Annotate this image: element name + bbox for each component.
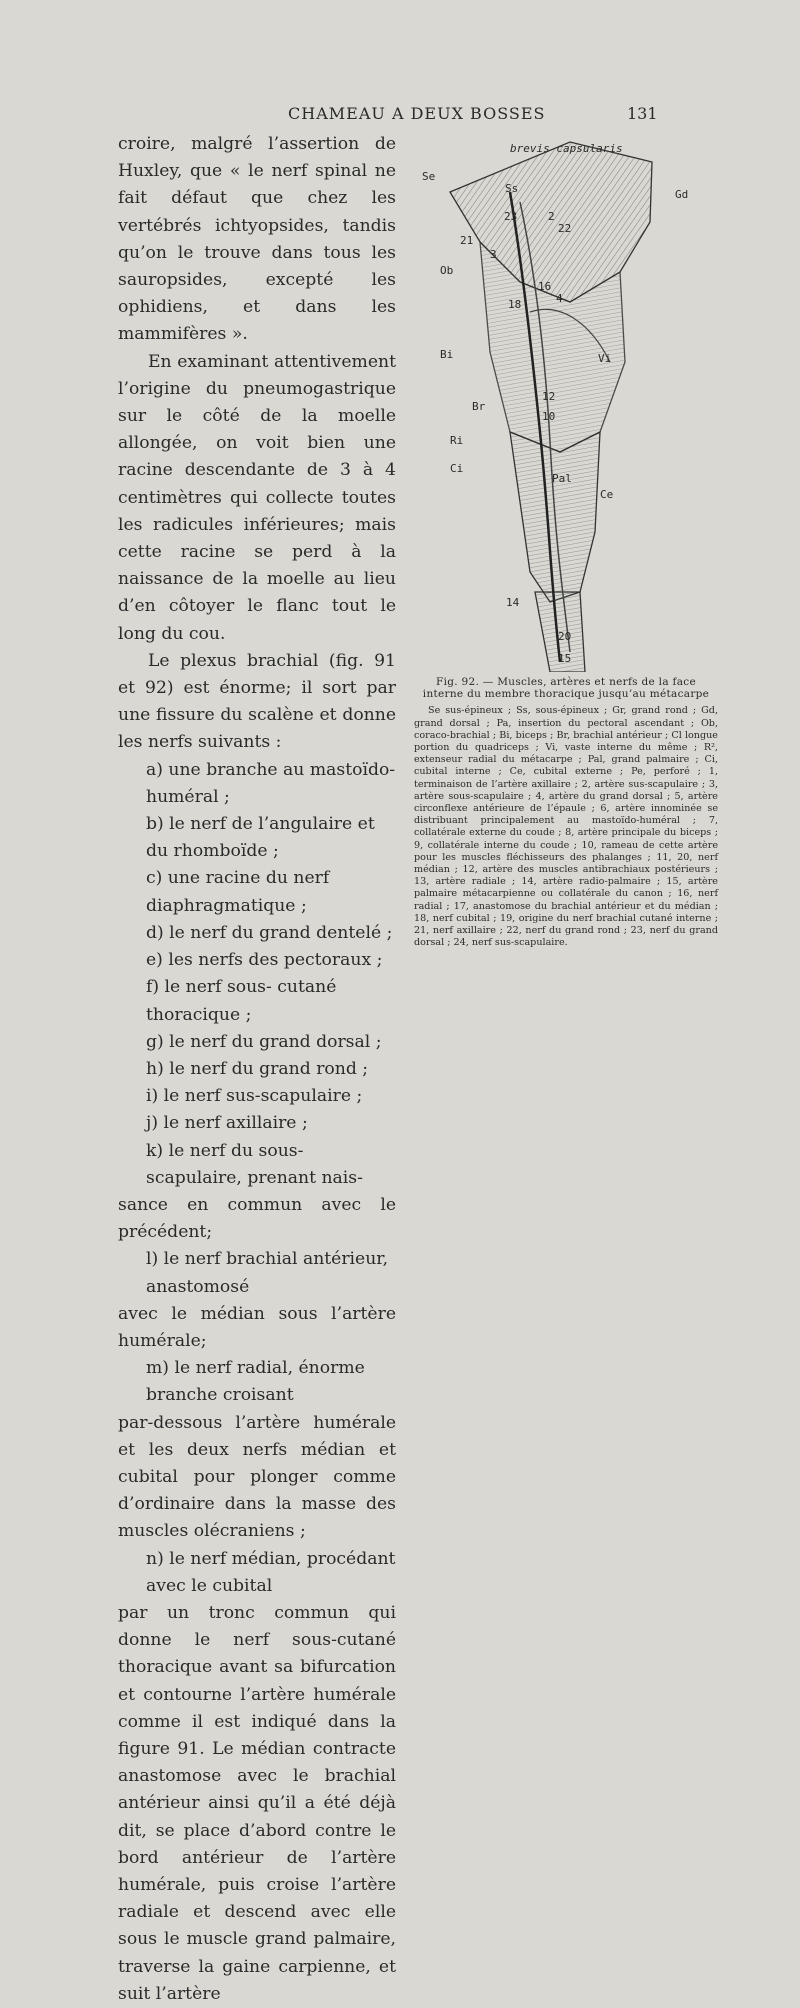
running-head-title: CHAMEAU A DEUX BOSSES: [288, 104, 546, 123]
list-item-l: l) le nerf brachial antérieur, anastomosé: [146, 1249, 389, 1297]
list-item-n-cont: par un tronc commun qui donne le nerf sous-cutané thoracique avant sa bifurcation et contourne l’artère humérale comme il est indiqué dans la figure 91. Le médian contracte anastomose avec le brachial antérieur ainsi qu’il a été déjà dit, se place d’abord contre le bord antérieur de l’artère humérale, puis croise l’artère radiale et descend avec elle sous le muscle grand palmaire, traverse la gaine carpienne, et suit l’artère: [118, 1602, 396, 2004]
label-se: Se: [422, 170, 436, 183]
figure-caption: [414, 676, 718, 949]
label-ss: Ss: [505, 182, 519, 195]
label-bi: Bi: [440, 348, 454, 361]
list-item-m-cont: par-dessous l’artère humérale et les deux nerfs médian et cubital pour plonger comme d’ordinaire dans la masse des muscles olécraniens ;: [118, 1412, 396, 1542]
list-item-f: f) le nerf sous- cutané thoracique ;: [146, 977, 337, 1025]
paragraph-1: croire, malgré l’assertion de Huxley, que « le nerf spinal ne fait défaut que chez les vertébrés ichtyopsides, tandis qu’on le trouve dans tous les sauropsides, excepté les ophidiens, et dans les mammifères ».: [118, 134, 396, 345]
paragraph-2: En examinant attentivement l’origine du pneumogastrique sur le côté de la moelle allongée, on voit bien une racine descendante de 3 à 4 centimètres qui collecte toutes les radicules inférieures; mais cette racine se perd à la naissance de la moelle au lieu d’en côtoyer le flanc tout le long du cou.: [118, 351, 396, 644]
label-ri: Ri: [450, 434, 464, 447]
label-16: 16: [538, 280, 552, 293]
label-4: 4: [556, 292, 563, 305]
list-item-e: e) les nerfs des pectoraux ;: [146, 950, 383, 971]
list-item-c: c) une racine du nerf diaphragmatique ;: [146, 868, 330, 916]
label-ci: Ci: [450, 462, 464, 475]
label-18: 18: [508, 298, 522, 311]
label-3: 3: [490, 248, 497, 261]
list-item-l-cont: avec le médian sous l’artère humérale;: [118, 1303, 396, 1351]
list-item-k: k) le nerf du sous-scapulaire, prenant nais-: [146, 1140, 363, 1188]
label-ce: Ce: [600, 488, 614, 501]
body-text: [118, 131, 396, 2008]
paragraph-3: Le plexus brachial (fig. 91 et 92) est énorme; il sort par une fissure du scalène et donne les nerfs suivants :: [118, 650, 396, 753]
label-gd: Gd: [675, 188, 689, 201]
label-22: 22: [558, 222, 572, 235]
label-15: 15: [558, 652, 572, 665]
list-item-b: b) le nerf de l’angulaire et du rhomboïde ;: [146, 814, 375, 862]
label-ob: Ob: [440, 264, 454, 277]
label-14: 14: [506, 596, 520, 609]
label-23: 23: [504, 210, 518, 223]
forelimb-illustration: [420, 132, 710, 672]
running-head: [0, 104, 800, 126]
list-item-i: i) le nerf sus-scapulaire ;: [146, 1086, 363, 1107]
caption-body: Se sus-épineux ; Ss, sous-épineux ; Gr, grand rond ; Gd, grand dorsal ; Pa, insertion du pectoral ascendant ; Ob, coraco-brachial ; Bi, biceps ; Br, brachial antérieur ; Cl longue portion du quadriceps ; Vi, vaste interne du même ; R², extenseur radial du métacarpe ; Pal, grand palmaire ; Ci, cubital interne ; Ce, cubital externe ; Pe, perforé ; 1, terminaison de l’artère axillaire ; 2, artère sus-scapulaire ; 3, artère sous-scapulaire ; 4, artère du grand dorsal ; 5, artère circonflexe antérieure de l’épaule ; 6, artère innominée se distribuant principalement au mastoïdo-huméral ; 7, collatérale externe du coude ; 8, artère principale du biceps ; 9, collatérale interne du coude ; 10, rameau de cette artère pour les muscles fléchisseurs des phalanges ; 11, 20, nerf médian ; 12, artère des muscles antibrachiaux postérieurs ; 13, artère radiale ; 14, artère radio-palmaire ; 15, artère palmaire métacarpienne ou collatérale du canon ; 16, nerf radial ; 17, anastomose du brachial antérieur et du médian ; 18, nerf cubital ; 19, origine du nerf brachial cutané interne ; 21, nerf axillaire ; 22, nerf du grand rond ; 23, nerf du grand dorsal ; 24, nerf sus-scapulaire.: [414, 705, 718, 949]
label-20: 20: [558, 630, 572, 643]
label-10: 10: [542, 410, 556, 423]
caption-title: Fig. 92. — Muscles, artères et nerfs de la face interne du membre thoracique jusqu’au métacarpe: [422, 676, 710, 701]
handwritten-note: brevis capsularis: [510, 142, 623, 155]
label-vi: Vi: [598, 352, 612, 365]
list-item-h: h) le nerf du grand rond ;: [146, 1058, 369, 1079]
label-br: Br: [472, 400, 486, 413]
label-12: 12: [542, 390, 556, 403]
label-2: 2: [548, 210, 555, 223]
list-item-d: d) le nerf du grand dentelé ;: [146, 922, 393, 943]
list-item-j: j) le nerf axillaire ;: [146, 1113, 308, 1134]
list-item-g: g) le nerf du grand dorsal ;: [146, 1031, 382, 1052]
anatomical-figure: [420, 132, 710, 672]
label-pal: Pal: [552, 472, 572, 485]
list-item-m: m) le nerf radial, énorme branche croisant: [146, 1358, 365, 1406]
page-number: 131: [627, 104, 658, 123]
label-21: 21: [460, 234, 474, 247]
list-item-a: a) une branche au mastoïdo-huméral ;: [146, 759, 396, 807]
list-item-k-cont: sance en commun avec le précédent;: [118, 1194, 396, 1243]
list-item-n: n) le nerf médian, procédant avec le cubital: [146, 1548, 396, 1596]
